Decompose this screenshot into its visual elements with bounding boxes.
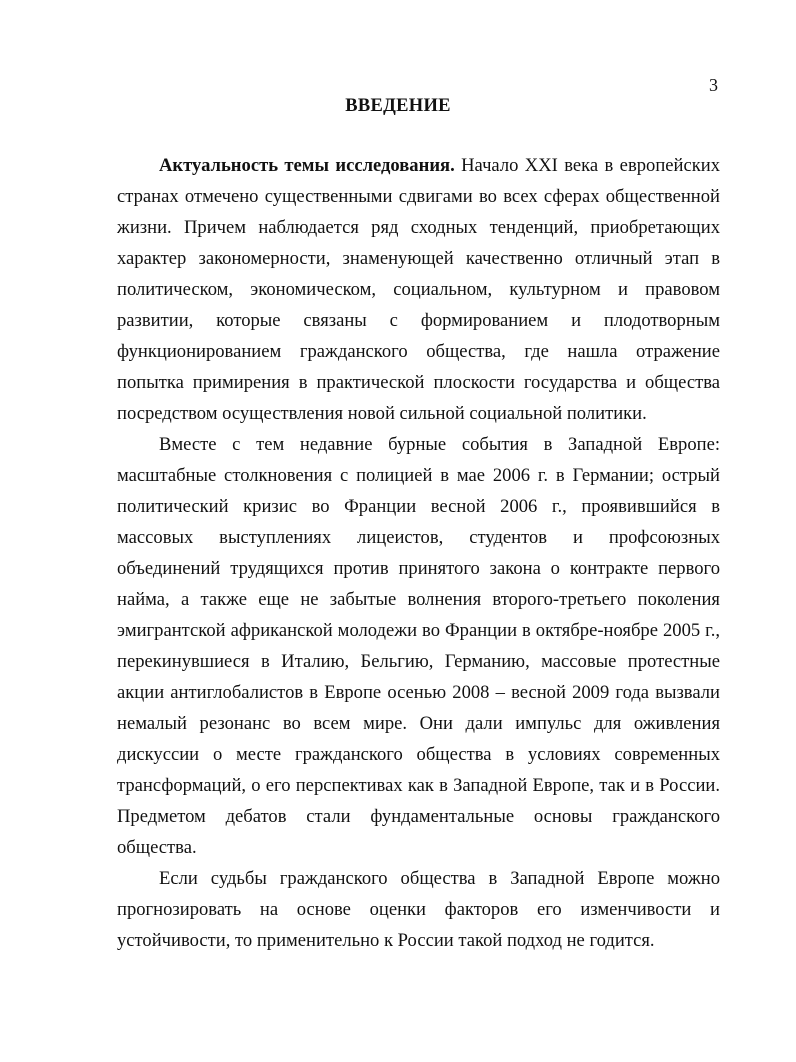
paragraph-relevance (117, 150, 720, 429)
paragraph-lead: Актуальность темы исследования. (159, 155, 455, 176)
page-title: ВВЕДЕНИЕ (345, 96, 451, 116)
paragraph-text: Вместе с тем недавние бурные события в Западной Европе: масштабные столкновения с полицией в мае 2006 г. в Германии; острый политический кризис во Франции весной 2006 г., проявившийся в массовых выступлениях лицеистов, студентов и профсоюзных объединений трудящихся против принятого закона о контракте первого найма, а также еще не забытые волнения второго-третьего поколения эмигрантской африканской молодежи во Франции в октябре-ноябре 2005 г., перекинувшиеся в Италию, Бельгию, Германию, массовые протестные акции антиглобалистов в Европе осенью 2008 – весной 2009 года вызвали немалый резонанс во всем мире. Они дали импульс для оживления дискуссии о месте гражданского общества в условиях современных трансформаций, о его перспективах как в Западной Европе, так и в России. Предметом дебатов стали фундаментальные основы гражданского общества. (117, 434, 720, 858)
paragraph-text: Если судьбы гражданского общества в Западной Европе можно прогнозировать на основе оценки факторов его изменчивости и устойчивости, то применительно к России такой подход не годится. (117, 868, 720, 951)
body-text (117, 150, 720, 956)
paragraph-text: Начало XXI века в европейских странах отмечено существенными сдвигами во всех сферах общественной жизни. Причем наблюдается ряд сходных тенденций, приобретающих характер закономерности, знаменующей качественно отличный этап в политическом, экономическом, социальном, культурном и правовом развитии, которые связаны с формированием и плодотворным функционированием гражданского общества, где нашла отражение попытка примирения в практической плоскости государства и общества посредством осуществления новой сильной социальной политики. (117, 155, 721, 424)
paragraph-russia (117, 863, 720, 956)
paragraph-events (117, 429, 720, 863)
page-number: 3 (709, 75, 718, 95)
